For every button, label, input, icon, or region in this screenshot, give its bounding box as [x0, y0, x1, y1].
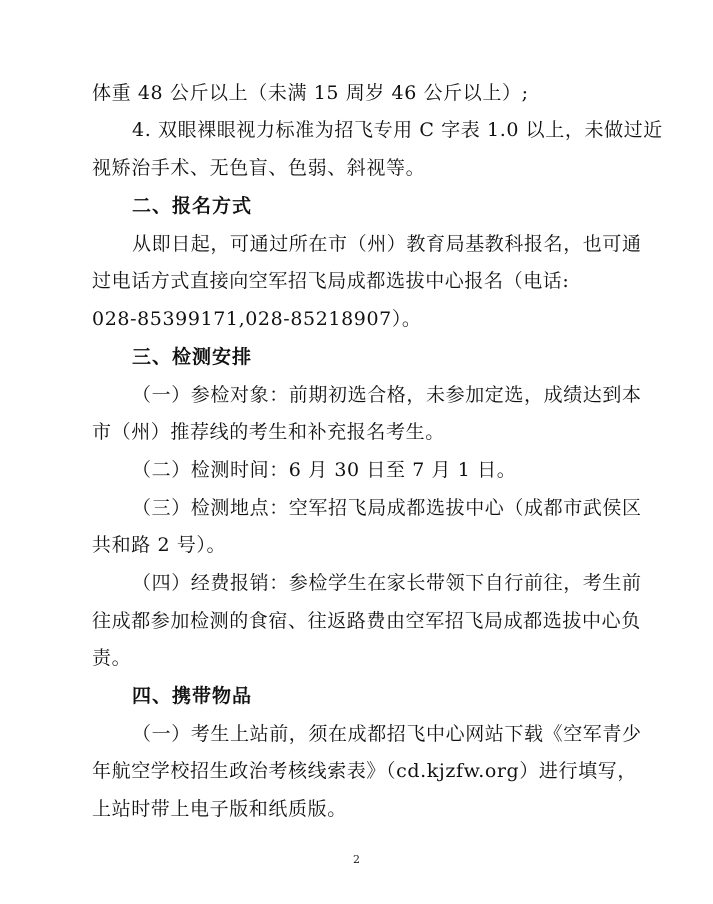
body-line: 028-85399171,028-85218907）。	[92, 308, 422, 330]
body-line: 年航空学校招生政治考核线索表》（cd.kjzfw.org）进行填写，	[92, 760, 637, 782]
section-heading-registration: 二、报名方式	[132, 195, 253, 217]
body-line: 从即日起，可通过所在市（州）教育局基教科报名，也可通	[132, 233, 642, 255]
body-line: （四）经费报销：参检学生在家长带领下自行前往，考生前	[132, 572, 642, 594]
body-line: 上站时带上电子版和纸质版。	[92, 798, 347, 820]
body-line: （二）检测时间：6 月 30 日至 7 月 1 日。	[132, 459, 517, 481]
body-line: 体重 48 公斤以上（未满 15 周岁 46 公斤以上）;	[92, 82, 529, 104]
section-heading-items: 四、携带物品	[132, 685, 253, 707]
body-line: 过电话方式直接向空军招飞局成都选拔中心报名（电话:	[92, 270, 570, 292]
body-line: 共和路 2 号）。	[92, 534, 227, 556]
body-line: （三）检测地点：空军招飞局成都选拔中心（成都市武侯区	[132, 497, 642, 519]
page-number: 2	[353, 853, 360, 866]
body-line: （一）参检对象：前期初选合格，未参加定选，成绩达到本	[132, 384, 642, 406]
body-line: 往成都参加检测的食宿、往返路费由空军招飞局成都选拔中心负	[92, 610, 641, 632]
body-line: 市（州）推荐线的考生和补充报名考生。	[92, 421, 445, 443]
body-line: （一）考生上站前，须在成都招飞中心网站下载《空军青少	[132, 723, 642, 745]
section-heading-testing: 三、检测安排	[132, 346, 253, 368]
body-line: 责。	[92, 647, 132, 669]
body-line: 视矫治手术、无色盲、色弱、斜视等。	[92, 157, 426, 179]
body-line: 4. 双眼裸眼视力标准为招飞专用 C 字表 1.0 以上，未做过近	[132, 119, 663, 141]
